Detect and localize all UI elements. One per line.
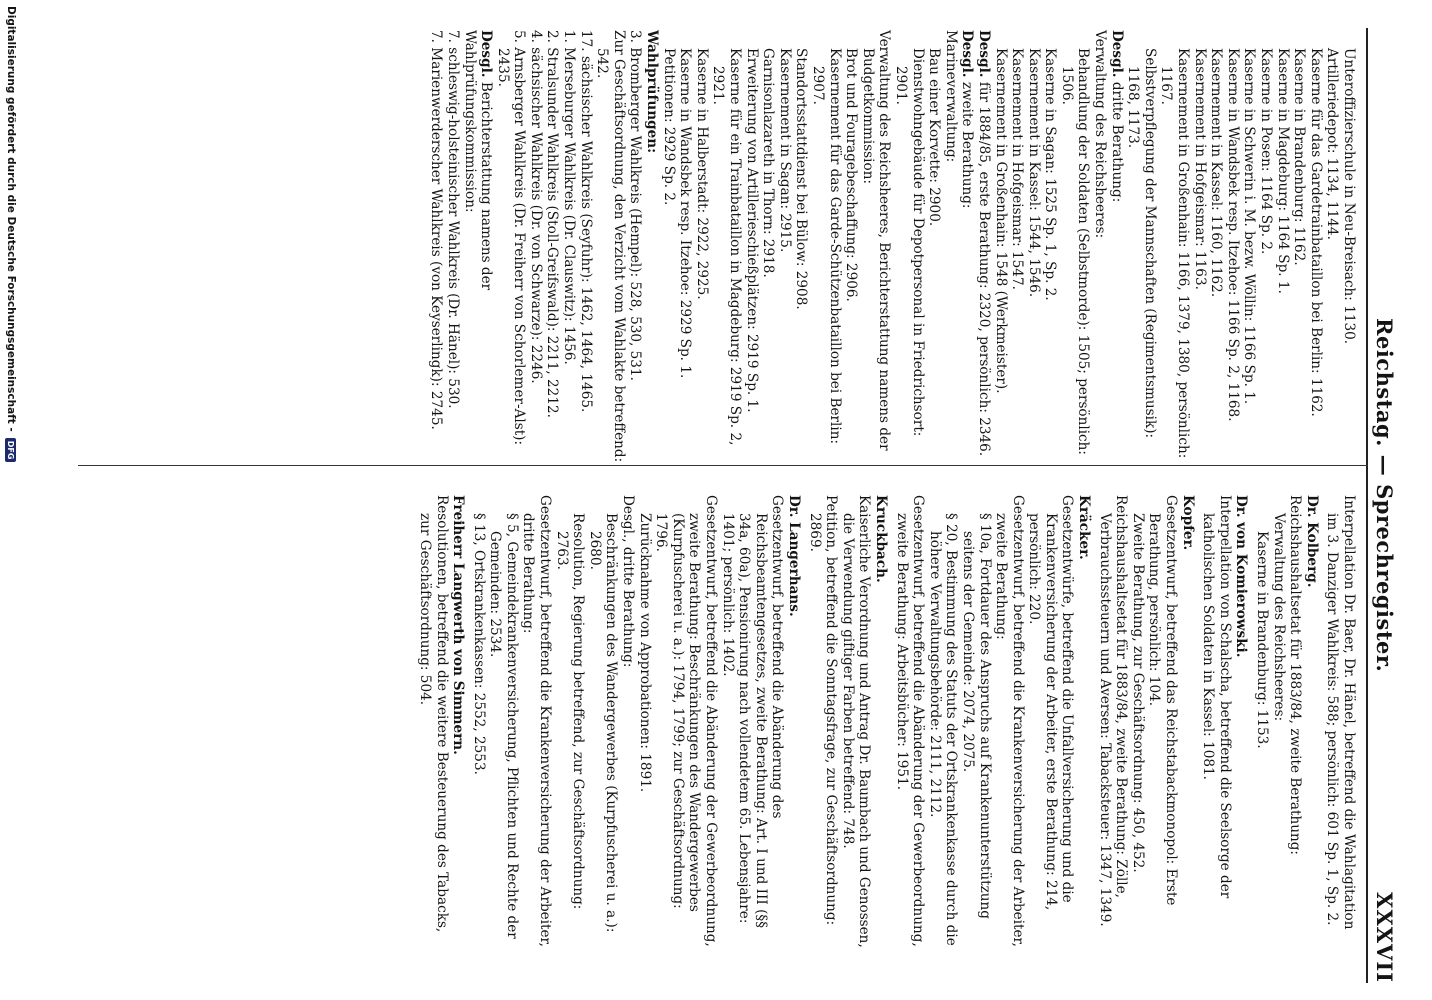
entry-text: § 5, Gemeindekrankenversicherung, Pflichten und Rechte der Gemeinden: 2534.	[487, 513, 520, 939]
register-entry	[806, 495, 839, 950]
entry-text: Kaserne in Posen: 1164 Sp. 2.	[1258, 48, 1275, 255]
entry-text: Kaserne in Magdeburg: 1164 Sp. 1.	[1274, 48, 1291, 294]
entry-text: Kasernement in Kassel: 1160, 1162.	[1208, 48, 1225, 298]
entry-lead: Dr. von Komierowski.	[1233, 495, 1250, 658]
entry-text: 17. sächsischer Wahlkreis (Seyfuhr): 1462, 1464, 1465.	[577, 30, 594, 413]
dfg-logo: DFG	[6, 438, 17, 463]
register-entry	[710, 30, 743, 470]
register-entry	[975, 30, 992, 470]
register-entry	[416, 495, 449, 950]
entry-text: Artilleriedepot: 1134, 1144.	[1324, 48, 1341, 240]
register-entry	[494, 30, 527, 470]
register-entry	[643, 30, 660, 470]
register-entry	[809, 30, 842, 470]
entry-text: Resolution, Regierung betreffend, zur Geschäftsordnung: 2763.	[553, 513, 587, 910]
register-entry	[1009, 30, 1026, 470]
register-entry	[1324, 30, 1341, 470]
register-entry	[1158, 30, 1191, 470]
register-column-left	[428, 30, 1357, 470]
entry-text: Verwaltung des Reichsheeres, Berichterstattung namens der Budgetkommission:	[859, 30, 893, 451]
entry-text: § 13, Ortskrankenkassen: 2552, 2553.	[470, 513, 487, 775]
entry-text: Desgl., dritte Berathung:	[620, 495, 637, 668]
entry-text: Gesetzentwurf, betreffend das Reichstabackmonopol: Erste Berathung, persönlich: 104.	[1146, 495, 1180, 906]
entry-text: Kaserne in Wandsbek resp. Itzehoe: 1166 Sp. 2, 1168.	[1224, 48, 1241, 422]
register-entry	[1076, 495, 1093, 950]
register-entry	[677, 30, 694, 470]
entry-text: Kaserne in Halberstadt: 2922, 2925.	[693, 48, 710, 300]
register-entry	[1241, 30, 1258, 470]
register-entry	[992, 30, 1009, 470]
register-entry	[859, 30, 892, 470]
header-rule	[1366, 28, 1368, 983]
entry-text: Verwaltung des Reichsheeres:	[1270, 513, 1287, 722]
register-entry	[719, 495, 785, 950]
register-entry	[487, 495, 520, 950]
register-entry	[760, 30, 777, 470]
entry-text: Verwaltung des Reichsheeres:	[1092, 30, 1109, 239]
entry-text: Kaiserliche Verordnung und Antrag Dr. Baumbach und Genossen, die Verwendung giftiger Farben betreffend: 748.	[839, 495, 873, 948]
entry-text: Petition, betreffend die Sonntagsfrage, zur Geschäftsordnung: 2869.	[806, 495, 840, 926]
register-entry	[1146, 495, 1179, 950]
register-entry	[1224, 30, 1241, 470]
register-entry	[1200, 495, 1233, 950]
register-entry	[1108, 30, 1125, 470]
entry-text: Reichshaushaltsetat für 1883/84, zweite Berathung:	[1287, 495, 1304, 855]
register-entry	[594, 30, 627, 470]
entry-text: zweite Berathung:	[959, 81, 976, 209]
register-entry	[793, 30, 810, 470]
entry-lead: Desgl.	[478, 30, 495, 78]
entry-text: 7. schleswig-holsteinischer Wahlkreis (Dr. Hänel): 530.	[444, 30, 461, 409]
entry-lead: Desgl.	[975, 30, 992, 78]
register-entry	[926, 495, 959, 950]
entry-text: Gesetzentwürfe, betreffend die Unfallversicherung und die Krankenversicherung der Arbeiter, erste Berathung: 214, persönlich: 220.	[1026, 495, 1076, 911]
register-entry	[942, 30, 959, 470]
digitization-footer	[0, 0, 22, 1000]
entry-text: für 1884/85, erste Berathung: 2320, persönlich: 2346.	[975, 81, 992, 457]
footer-text: Digitalisierung gefördert durch die Deutsche Forschungsgemeinschaft -	[5, 6, 17, 432]
register-entry	[1042, 30, 1059, 470]
register-entry	[1096, 495, 1129, 950]
register-entry	[1340, 30, 1357, 470]
entry-text: § 10a, Fortdauer des Anspruchs auf Krankenunterstützung seitens der Gemeinde: 2074, 2075.	[959, 513, 993, 919]
entry-lead: Dr. Langerhans.	[786, 495, 802, 617]
register-entry	[619, 495, 636, 950]
entry-text: 7. Marienwerderscher Wahlkreis (von Keyserlingk): 2745.	[428, 30, 445, 430]
register-entry	[1233, 495, 1250, 950]
entry-text: Gesetzentwurf, betreffend die Abänderung der Gewerbeordnung, zweite Berathung: Arbeitsbücher: 1951.	[893, 495, 927, 947]
entry-text: § 20, Bestimmung des Statuts der Ortskrankenkasse durch die höhere Verwaltungsbehörde: 2111, 2112.	[926, 513, 960, 946]
entry-lead: Wahlprüfungen:	[644, 30, 661, 154]
entry-text: Marineverwaltung:	[942, 30, 959, 163]
entry-text: Kaserne in Sagan: 1525 Sp. 1, Sp. 2.	[1042, 48, 1059, 301]
register-entry	[959, 30, 976, 470]
entry-text: 4. sächsischer Wahlkreis (Dr. von Schwarze): 2246.	[527, 30, 544, 384]
register-entry	[839, 495, 872, 950]
entry-text: Erweiterung von Artillerieschießplätzen: 2919 Sp. 1.	[743, 48, 760, 413]
entry-lead: Kruckbach.	[872, 495, 889, 583]
entry-lead: Freiherr Langwerth von Simmern.	[450, 495, 467, 755]
entry-text: Garnisonlazareth in Thorn: 2918.	[760, 48, 777, 278]
entry-text: Kasernement in Hofgeismar: 1547.	[1009, 48, 1026, 290]
entry-text: Zweite Berathung, zur Geschäftsordnung: 450, 452.	[1129, 513, 1146, 873]
entry-text: Gesetzentwurf, betreffend die Abänderung des Reichsbeamtengesetzes, zweite Berathung: Art. I und III (§§ 34a, 60a), Pensionirung nach vollendetem 65. Lebensjahre: 1401; persönlich: 1402.	[719, 495, 786, 928]
entry-text: Gesetzentwurf, betreffend die Krankenversicherung der Arbeiter, dritte Berathung:	[520, 495, 554, 947]
register-entry	[1058, 30, 1091, 470]
entry-text: dritte Berathung:	[1108, 81, 1125, 203]
entry-text: Kasernement in Sagan: 2915.	[776, 48, 793, 253]
entry-text: Kasernement für das Garde-Schützenbataillon bei Berlin: 2907.	[810, 48, 843, 445]
register-entry	[1257, 30, 1274, 470]
register-entry	[577, 30, 594, 470]
entry-text: Kasernement in Hofgeismar: 1163.	[1191, 48, 1208, 290]
entry-text: Beschränkungen des Wandergewerbes (Kurpfuscherei u. a.): 2680.	[586, 513, 620, 933]
register-entry	[660, 30, 677, 470]
register-entry	[1179, 495, 1196, 950]
entry-text: Kasernement in Großenhain: 1548 (Werkmeister).	[992, 48, 1009, 394]
entry-text: Resolutionen, betreffend die weitere Besteuerung des Tabacks, zur Geschäftsordnung: 504.	[416, 495, 450, 933]
entry-lead: Kräcker.	[1076, 495, 1093, 560]
entry-text: 2. Stralsunder Wahlkreis (Stoll-Greifswald): 2211, 2212.	[544, 30, 561, 418]
register-column-right	[416, 495, 1357, 950]
entry-text: Gesetzentwurf, betreffend die Abänderung der Gewerbeordnung, zweite Berathung: Beschränkungen des Wandergewerbes (Kurpfuscherei u. a.): 1794, 1799; zur Geschäftsordnung: 1796.	[653, 495, 720, 947]
register-entry	[527, 30, 544, 470]
entry-text: 5. Arnsberger Wahlkreis (Dr. Freiherr von Schorlemer-Alst): 2435.	[494, 30, 528, 446]
entry-text: Bau einer Korvette: 2900.	[926, 48, 943, 227]
register-entry	[1191, 30, 1208, 470]
register-entry	[1026, 495, 1076, 950]
register-entry	[776, 30, 793, 470]
register-entry	[693, 30, 710, 470]
entry-text: Kasernement in Großenhain: 1166, 1379, 1380, persönlich: 1167.	[1158, 48, 1192, 459]
register-entry	[450, 495, 467, 950]
register-entry	[1025, 30, 1042, 470]
register-entry	[1307, 30, 1324, 470]
register-entry	[636, 495, 653, 950]
entry-text: Gesetzentwurf, betreffend die Krankenversicherung der Arbeiter, zweite Berathung:	[993, 495, 1026, 947]
register-entry	[1125, 30, 1158, 470]
register-entry	[1270, 495, 1287, 950]
entry-text: Petitionen: 2929 Sp. 2.	[660, 48, 677, 206]
register-entry	[1208, 30, 1225, 470]
register-entry	[993, 495, 1026, 950]
register-entry	[1287, 495, 1304, 950]
entry-text: 3. Bromberger Wahlkreis (Hempel): 528, 530, 531.	[627, 30, 644, 381]
register-entry	[1324, 495, 1357, 950]
entry-text: 1. Merseburger Wahlkreis (Dr. Clauswitz): 1456.	[561, 30, 578, 365]
register-entry	[428, 30, 445, 470]
entry-text: Zurücknahme von Approbationen: 1891.	[636, 513, 653, 793]
register-entry	[1129, 495, 1146, 950]
entry-text: Selbstverpflegung der Mannschaften (Regimentsmusik): 1168, 1173.	[1125, 48, 1158, 439]
entry-text: Kaserne für ein Trainbataillon in Magdeburg: 2919 Sp. 2, 2921.	[710, 48, 744, 446]
entry-text: Interpellation von Schalscha, betreffend die Seelsorge der katholischen Soldaten in Kassel: 1081.	[1200, 495, 1233, 899]
register-entry	[520, 495, 553, 950]
register-entry	[461, 30, 494, 470]
register-entry	[444, 30, 461, 470]
header-title: Reichstag. — Sprechregister.	[1372, 318, 1397, 673]
register-entry	[785, 495, 802, 950]
register-entry	[586, 495, 619, 950]
entry-text: Zur Geschäftsordnung, den Verzicht vom Wahlakte betreffend: 542.	[594, 30, 627, 463]
page-header	[1369, 28, 1397, 983]
entry-text: Unteroffizierschule in Neu-Breisach: 1130.	[1341, 48, 1357, 345]
entry-lead: Desgl.	[959, 30, 976, 78]
register-entry	[743, 30, 760, 470]
register-entry	[553, 495, 586, 950]
entry-text: Reichshaushaltsetat für 1883/84, zweite Berathung: Zölle, Verbrauchssteuern und Aversen: Tabacksteuer: 1347, 1349.	[1096, 495, 1130, 927]
register-entry	[959, 495, 992, 950]
entry-text: Kaserne in Brandenburg: 1162.	[1291, 48, 1308, 266]
entry-text: Standortsstattdienst bei Bülow: 2908.	[793, 48, 810, 310]
register-entry	[926, 30, 943, 470]
register-entry	[627, 30, 644, 470]
entry-text: Kasernement in Kassel: 1544, 1546.	[1025, 48, 1042, 298]
register-entry	[1303, 495, 1320, 950]
entry-text: Kaserne in Wandsbek resp. Itzehoe: 2929 Sp. 1.	[677, 48, 694, 379]
entry-text: Dienstwohngebäude für Depotpersonal in Friedrichsort: 2901.	[892, 48, 926, 437]
entry-text: Interpellation Dr. Baer, Dr. Hänel, betreffend die Wahlagitation im 3. Danziger Wahlkreis: 588; persönlich: 601 Sp. 1, Sp. 2.	[1324, 495, 1357, 930]
register-entry	[893, 495, 926, 950]
register-entry	[1291, 30, 1308, 470]
entry-text: Kaserne in Schwerin i. M. bezw. Wöllin: 1166 Sp. 1.	[1241, 48, 1258, 405]
entry-gap	[802, 495, 806, 950]
entry-lead: Kopfer.	[1179, 495, 1196, 551]
header-page-number: XXXVII	[1372, 892, 1397, 983]
register-entry	[892, 30, 925, 470]
register-entry	[544, 30, 561, 470]
entry-text: Kaserne für das Gardetrainbataillon bei Berlin: 1162.	[1307, 48, 1324, 417]
entry-text: Kaserne in Brandenburg: 1153.	[1254, 531, 1271, 749]
entry-lead: Dr. Kolberg.	[1303, 495, 1320, 588]
register-entry	[1253, 495, 1270, 950]
register-entry	[1092, 30, 1109, 470]
entry-lead: Desgl.	[1108, 30, 1125, 78]
register-entry	[872, 495, 889, 950]
register-entry	[470, 495, 487, 950]
entry-text: Brot und Fouragebeschaffung: 2906.	[843, 48, 860, 302]
register-entry	[561, 30, 578, 470]
entry-text: Berichterstattung namens der Wahlprüfungskommission:	[461, 30, 495, 291]
entry-text: Behandlung der Soldaten (Selbstmorde): 1505; persönlich: 1506.	[1058, 48, 1092, 456]
register-entry	[843, 30, 860, 470]
register-entry	[653, 495, 719, 950]
register-entry	[1274, 30, 1291, 470]
